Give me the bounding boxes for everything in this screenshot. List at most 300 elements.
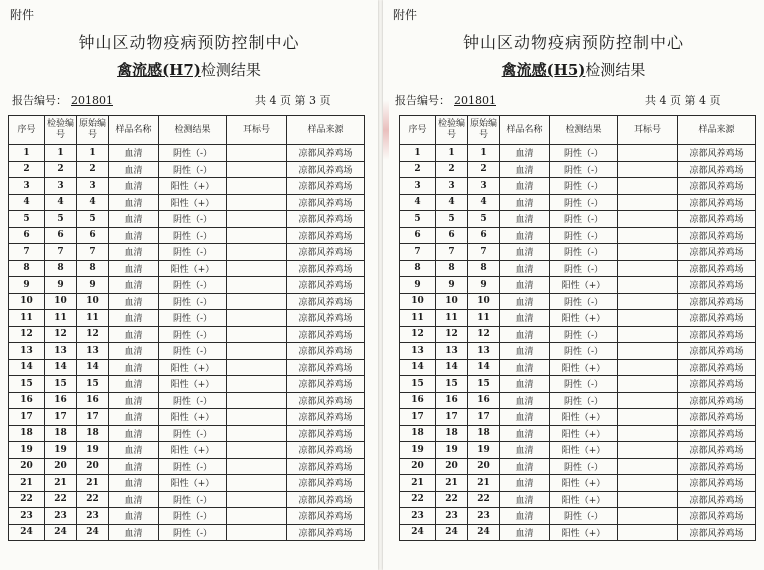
test-result-cell: 阳性（+） <box>550 359 618 376</box>
ear-tag-number-cell <box>227 343 287 360</box>
sample-source-cell: 凉都风养鸡场 <box>287 359 365 376</box>
sample-source-cell: 凉都风养鸡场 <box>678 475 756 492</box>
sample-name-cell: 血清 <box>500 343 550 360</box>
table-row <box>9 491 365 508</box>
test-result-cell: 阴性（-） <box>159 244 227 261</box>
table-row <box>400 442 756 459</box>
table-row <box>9 194 365 211</box>
ear-tag-number-cell <box>618 425 678 442</box>
ear-tag-number-cell <box>227 326 287 343</box>
sample-source-cell: 凉都风养鸡场 <box>678 178 756 195</box>
table-row <box>9 260 365 277</box>
inspection-number-cell: 23 <box>45 508 77 525</box>
inspection-number-cell: 19 <box>45 442 77 459</box>
test-result-cell: 阳性（+） <box>159 178 227 195</box>
row-index-cell: 1 <box>400 145 436 162</box>
original-number-cell: 8 <box>468 260 500 277</box>
test-result-cell: 阴性（-） <box>550 194 618 211</box>
ear-tag-number-cell <box>227 211 287 228</box>
sample-source-cell: 凉都风养鸡场 <box>678 293 756 310</box>
table-row <box>9 293 365 310</box>
ear-tag-number-cell <box>618 524 678 541</box>
original-number-cell: 12 <box>77 326 109 343</box>
organization-name: 钟山区动物疫病预防控制中心 <box>78 33 300 52</box>
sample-source-cell: 凉都风养鸡场 <box>287 277 365 294</box>
inspection-number-cell: 16 <box>45 392 77 409</box>
sample-name-cell: 血清 <box>109 524 159 541</box>
row-index-cell: 13 <box>400 343 436 360</box>
test-result-cell: 阳性（+） <box>550 475 618 492</box>
test-result-cell: 阴性（-） <box>159 161 227 178</box>
ear-tag-number-cell <box>618 194 678 211</box>
column-header-row-index: 序号 <box>400 116 436 145</box>
original-number-cell: 8 <box>77 260 109 277</box>
report-number-value: 201801 <box>454 94 496 107</box>
original-number-cell: 20 <box>468 458 500 475</box>
original-number-cell: 20 <box>77 458 109 475</box>
sample-name-cell: 血清 <box>109 178 159 195</box>
report-title <box>383 59 764 80</box>
test-result-cell: 阴性（-） <box>550 145 618 162</box>
sample-source-cell: 凉都风养鸡场 <box>287 326 365 343</box>
sample-name-cell: 血清 <box>500 508 550 525</box>
original-number-cell: 18 <box>77 425 109 442</box>
table-row <box>400 508 756 525</box>
strain-name: 禽流感(H7) <box>117 61 201 79</box>
sample-name-cell: 血清 <box>109 491 159 508</box>
ear-tag-number-cell <box>618 475 678 492</box>
table-row <box>400 145 756 162</box>
table-row <box>400 310 756 327</box>
original-number-cell: 10 <box>468 293 500 310</box>
inspection-number-cell: 9 <box>436 277 468 294</box>
ear-tag-number-cell <box>618 178 678 195</box>
sample-name-cell: 血清 <box>109 310 159 327</box>
sample-source-cell: 凉都风养鸡场 <box>287 425 365 442</box>
ear-tag-number-cell <box>227 277 287 294</box>
sample-source-cell: 凉都风养鸡场 <box>287 458 365 475</box>
test-result-cell: 阴性（-） <box>159 425 227 442</box>
table-row <box>9 227 365 244</box>
row-index-cell: 23 <box>9 508 45 525</box>
test-result-cell: 阳性（+） <box>159 194 227 211</box>
sample-source-cell: 凉都风养鸡场 <box>287 244 365 261</box>
inspection-number-cell: 17 <box>45 409 77 426</box>
table-row <box>400 326 756 343</box>
sample-source-cell: 凉都风养鸡场 <box>678 145 756 162</box>
table-row <box>9 326 365 343</box>
sample-source-cell: 凉都风养鸡场 <box>287 310 365 327</box>
results-table <box>8 115 365 541</box>
ear-tag-number-cell <box>618 376 678 393</box>
original-number-cell: 9 <box>77 277 109 294</box>
test-result-cell: 阴性（-） <box>159 277 227 294</box>
sample-name-cell: 血清 <box>109 194 159 211</box>
original-number-cell: 7 <box>77 244 109 261</box>
sample-source-cell: 凉都风养鸡场 <box>678 425 756 442</box>
inspection-number-cell: 3 <box>45 178 77 195</box>
row-index-cell: 4 <box>9 194 45 211</box>
column-header-ear-tag-number: 耳标号 <box>618 116 678 145</box>
sample-name-cell: 血清 <box>109 508 159 525</box>
sample-source-cell: 凉都风养鸡场 <box>287 178 365 195</box>
original-number-cell: 5 <box>77 211 109 228</box>
row-index-cell: 3 <box>400 178 436 195</box>
table-row <box>9 442 365 459</box>
column-header-sample-name: 样品名称 <box>109 116 159 145</box>
row-index-cell: 22 <box>9 491 45 508</box>
sample-source-cell: 凉都风养鸡场 <box>287 491 365 508</box>
sample-name-cell: 血清 <box>500 491 550 508</box>
row-index-cell: 8 <box>400 260 436 277</box>
test-result-cell: 阴性（-） <box>550 178 618 195</box>
row-index-cell: 11 <box>400 310 436 327</box>
seal-stamp <box>383 100 389 160</box>
inspection-number-cell: 15 <box>45 376 77 393</box>
test-result-cell: 阴性（-） <box>159 227 227 244</box>
original-number-cell: 16 <box>468 392 500 409</box>
row-index-cell: 23 <box>400 508 436 525</box>
ear-tag-number-cell <box>618 508 678 525</box>
sample-name-cell: 血清 <box>500 359 550 376</box>
original-number-cell: 19 <box>77 442 109 459</box>
original-number-cell: 24 <box>468 524 500 541</box>
row-index-cell: 14 <box>400 359 436 376</box>
row-index-cell: 17 <box>9 409 45 426</box>
row-index-cell: 24 <box>9 524 45 541</box>
ear-tag-number-cell <box>227 227 287 244</box>
table-row <box>400 343 756 360</box>
table-row <box>9 359 365 376</box>
test-result-cell: 阴性（-） <box>159 310 227 327</box>
inspection-number-cell: 19 <box>436 442 468 459</box>
test-result-cell: 阴性（-） <box>159 145 227 162</box>
row-index-cell: 19 <box>400 442 436 459</box>
inspection-number-cell: 3 <box>436 178 468 195</box>
sample-source-cell: 凉都风养鸡场 <box>678 359 756 376</box>
table-row <box>400 178 756 195</box>
table-row <box>400 227 756 244</box>
inspection-number-cell: 10 <box>45 293 77 310</box>
test-result-cell: 阴性（-） <box>550 376 618 393</box>
sample-name-cell: 血清 <box>500 458 550 475</box>
sample-name-cell: 血清 <box>500 260 550 277</box>
original-number-cell: 21 <box>77 475 109 492</box>
test-result-cell: 阳性（+） <box>159 475 227 492</box>
sample-name-cell: 血清 <box>500 310 550 327</box>
ear-tag-number-cell <box>618 293 678 310</box>
ear-tag-number-cell <box>618 244 678 261</box>
ear-tag-number-cell <box>227 310 287 327</box>
row-index-cell: 2 <box>9 161 45 178</box>
sample-name-cell: 血清 <box>500 244 550 261</box>
original-number-cell: 17 <box>77 409 109 426</box>
test-result-cell: 阴性（-） <box>159 491 227 508</box>
sample-name-cell: 血清 <box>109 392 159 409</box>
original-number-cell: 22 <box>77 491 109 508</box>
ear-tag-number-cell <box>227 458 287 475</box>
table-row <box>9 244 365 261</box>
sample-name-cell: 血清 <box>500 145 550 162</box>
sample-source-cell: 凉都风养鸡场 <box>287 227 365 244</box>
row-index-cell: 22 <box>400 491 436 508</box>
sample-source-cell: 凉都风养鸡场 <box>287 524 365 541</box>
column-header-inspection-number: 检验编号 <box>436 116 468 145</box>
sample-name-cell: 血清 <box>500 376 550 393</box>
row-index-cell: 10 <box>400 293 436 310</box>
original-number-cell: 22 <box>468 491 500 508</box>
test-result-cell: 阴性（-） <box>159 524 227 541</box>
test-result-cell: 阴性（-） <box>550 161 618 178</box>
test-result-cell: 阴性（-） <box>159 293 227 310</box>
original-number-cell: 5 <box>468 211 500 228</box>
test-result-cell: 阴性（-） <box>159 326 227 343</box>
row-index-cell: 1 <box>9 145 45 162</box>
ear-tag-number-cell <box>618 310 678 327</box>
ear-tag-number-cell <box>618 211 678 228</box>
original-number-cell: 23 <box>468 508 500 525</box>
ear-tag-number-cell <box>227 194 287 211</box>
table-row <box>400 211 756 228</box>
inspection-number-cell: 20 <box>45 458 77 475</box>
ear-tag-number-cell <box>618 491 678 508</box>
ear-tag-number-cell <box>227 442 287 459</box>
sample-name-cell: 血清 <box>500 227 550 244</box>
sample-name-cell: 血清 <box>109 376 159 393</box>
inspection-number-cell: 5 <box>436 211 468 228</box>
ear-tag-number-cell <box>618 161 678 178</box>
sample-name-cell: 血清 <box>109 293 159 310</box>
sample-source-cell: 凉都风养鸡场 <box>287 260 365 277</box>
original-number-cell: 1 <box>77 145 109 162</box>
sample-source-cell: 凉都风养鸡场 <box>678 326 756 343</box>
row-index-cell: 20 <box>9 458 45 475</box>
test-result-cell: 阴性（-） <box>550 392 618 409</box>
column-header-test-result: 检测结果 <box>550 116 618 145</box>
row-index-cell: 3 <box>9 178 45 195</box>
inspection-number-cell: 17 <box>436 409 468 426</box>
inspection-number-cell: 14 <box>45 359 77 376</box>
test-result-cell: 阳性（+） <box>550 442 618 459</box>
test-result-cell: 阳性（+） <box>159 260 227 277</box>
test-result-cell: 阴性（-） <box>159 211 227 228</box>
inspection-number-cell: 22 <box>45 491 77 508</box>
sample-name-cell: 血清 <box>500 194 550 211</box>
ear-tag-number-cell <box>227 409 287 426</box>
ear-tag-number-cell <box>227 244 287 261</box>
inspection-number-cell: 4 <box>436 194 468 211</box>
ear-tag-number-cell <box>227 359 287 376</box>
ear-tag-number-cell <box>618 260 678 277</box>
table-row <box>9 161 365 178</box>
inspection-number-cell: 8 <box>45 260 77 277</box>
report-number <box>12 92 113 108</box>
sample-name-cell: 血清 <box>500 442 550 459</box>
report-page-h5 <box>383 0 764 570</box>
test-result-cell: 阴性（-） <box>159 508 227 525</box>
sample-source-cell: 凉都风养鸡场 <box>678 409 756 426</box>
sample-name-cell: 血清 <box>109 227 159 244</box>
test-result-cell: 阳性（+） <box>159 376 227 393</box>
table-row <box>400 376 756 393</box>
sample-source-cell: 凉都风养鸡场 <box>678 524 756 541</box>
sample-source-cell: 凉都风养鸡场 <box>678 508 756 525</box>
sample-name-cell: 血清 <box>109 409 159 426</box>
table-row <box>400 491 756 508</box>
table-row <box>9 475 365 492</box>
sample-source-cell: 凉都风养鸡场 <box>287 392 365 409</box>
original-number-cell: 14 <box>468 359 500 376</box>
row-index-cell: 15 <box>400 376 436 393</box>
test-result-cell: 阳性（+） <box>550 310 618 327</box>
ear-tag-number-cell <box>618 359 678 376</box>
row-index-cell: 19 <box>9 442 45 459</box>
table-row <box>400 277 756 294</box>
ear-tag-number-cell <box>227 508 287 525</box>
ear-tag-number-cell <box>618 343 678 360</box>
row-index-cell: 2 <box>400 161 436 178</box>
sample-source-cell: 凉都风养鸡场 <box>678 392 756 409</box>
row-index-cell: 15 <box>9 376 45 393</box>
row-index-cell: 7 <box>9 244 45 261</box>
sample-source-cell: 凉都风养鸡场 <box>678 161 756 178</box>
inspection-number-cell: 22 <box>436 491 468 508</box>
table-row <box>400 260 756 277</box>
report-title <box>0 59 378 80</box>
inspection-number-cell: 1 <box>436 145 468 162</box>
sample-source-cell: 凉都风养鸡场 <box>678 442 756 459</box>
test-result-cell: 阴性（-） <box>550 211 618 228</box>
sample-name-cell: 血清 <box>109 260 159 277</box>
original-number-cell: 6 <box>468 227 500 244</box>
strain-name: 禽流感(H5) <box>501 61 586 79</box>
row-index-cell: 5 <box>9 211 45 228</box>
ear-tag-number-cell <box>227 392 287 409</box>
report-number-label: 报告编号： <box>12 94 67 107</box>
original-number-cell: 7 <box>468 244 500 261</box>
row-index-cell: 6 <box>9 227 45 244</box>
original-number-cell: 13 <box>77 343 109 360</box>
sample-source-cell: 凉都风养鸡场 <box>678 343 756 360</box>
original-number-cell: 4 <box>468 194 500 211</box>
sample-name-cell: 血清 <box>500 293 550 310</box>
test-result-cell: 阳性（+） <box>550 491 618 508</box>
row-index-cell: 6 <box>400 227 436 244</box>
ear-tag-number-cell <box>227 491 287 508</box>
ear-tag-number-cell <box>618 277 678 294</box>
row-index-cell: 17 <box>400 409 436 426</box>
table-row <box>9 310 365 327</box>
column-header-inspection-number: 检验编号 <box>45 116 77 145</box>
sample-name-cell: 血清 <box>109 277 159 294</box>
table-row <box>9 508 365 525</box>
sample-source-cell: 凉都风养鸡场 <box>287 376 365 393</box>
row-index-cell: 18 <box>9 425 45 442</box>
table-row <box>9 409 365 426</box>
table-row <box>400 524 756 541</box>
original-number-cell: 4 <box>77 194 109 211</box>
inspection-number-cell: 15 <box>436 376 468 393</box>
original-number-cell: 13 <box>468 343 500 360</box>
sample-name-cell: 血清 <box>109 442 159 459</box>
table-row <box>9 145 365 162</box>
column-header-original-number: 原始编号 <box>77 116 109 145</box>
test-result-cell: 阴性（-） <box>159 458 227 475</box>
sample-name-cell: 血清 <box>109 359 159 376</box>
sample-name-cell: 血清 <box>109 145 159 162</box>
organization-name: 钟山区动物疫病预防控制中心 <box>462 33 684 52</box>
sample-name-cell: 血清 <box>500 475 550 492</box>
test-result-cell: 阳性（+） <box>159 409 227 426</box>
sample-source-cell: 凉都风养鸡场 <box>678 376 756 393</box>
original-number-cell: 6 <box>77 227 109 244</box>
inspection-number-cell: 1 <box>45 145 77 162</box>
sample-source-cell: 凉都风养鸡场 <box>678 310 756 327</box>
row-index-cell: 4 <box>400 194 436 211</box>
table-row <box>400 458 756 475</box>
test-result-cell: 阴性（-） <box>550 508 618 525</box>
sample-source-cell: 凉都风养鸡场 <box>678 194 756 211</box>
row-index-cell: 13 <box>9 343 45 360</box>
sample-name-cell: 血清 <box>109 244 159 261</box>
table-row <box>9 524 365 541</box>
row-index-cell: 7 <box>400 244 436 261</box>
row-index-cell: 14 <box>9 359 45 376</box>
sample-source-cell: 凉都风养鸡场 <box>287 161 365 178</box>
row-index-cell: 9 <box>9 277 45 294</box>
test-result-cell: 阴性（-） <box>550 343 618 360</box>
ear-tag-number-cell <box>227 376 287 393</box>
inspection-number-cell: 6 <box>436 227 468 244</box>
sample-name-cell: 血清 <box>500 425 550 442</box>
sample-source-cell: 凉都风养鸡场 <box>287 211 365 228</box>
inspection-number-cell: 13 <box>45 343 77 360</box>
report-number <box>395 92 496 108</box>
original-number-cell: 24 <box>77 524 109 541</box>
ear-tag-number-cell <box>227 425 287 442</box>
column-header-sample-source: 样品来源 <box>287 116 365 145</box>
sample-name-cell: 血清 <box>500 161 550 178</box>
inspection-number-cell: 4 <box>45 194 77 211</box>
test-result-cell: 阴性（-） <box>550 458 618 475</box>
table-row <box>400 293 756 310</box>
inspection-number-cell: 2 <box>45 161 77 178</box>
inspection-number-cell: 7 <box>45 244 77 261</box>
inspection-number-cell: 9 <box>45 277 77 294</box>
ear-tag-number-cell <box>227 161 287 178</box>
ear-tag-number-cell <box>618 458 678 475</box>
sample-source-cell: 凉都风养鸡场 <box>678 227 756 244</box>
page-info: 共 4 页 第 3 页 <box>255 94 331 107</box>
test-result-cell: 阴性（-） <box>550 260 618 277</box>
table-row <box>400 194 756 211</box>
sample-name-cell: 血清 <box>500 409 550 426</box>
test-result-cell: 阳性（+） <box>550 409 618 426</box>
original-number-cell: 3 <box>77 178 109 195</box>
row-index-cell: 16 <box>400 392 436 409</box>
row-index-cell: 9 <box>400 277 436 294</box>
column-header-sample-source: 样品来源 <box>678 116 756 145</box>
table-row <box>9 277 365 294</box>
sample-source-cell: 凉都风养鸡场 <box>678 244 756 261</box>
sample-source-cell: 凉都风养鸡场 <box>678 458 756 475</box>
inspection-number-cell: 20 <box>436 458 468 475</box>
inspection-number-cell: 21 <box>45 475 77 492</box>
inspection-number-cell: 6 <box>45 227 77 244</box>
sample-source-cell: 凉都风养鸡场 <box>287 409 365 426</box>
table-row <box>9 178 365 195</box>
test-result-cell: 阴性（-） <box>550 244 618 261</box>
